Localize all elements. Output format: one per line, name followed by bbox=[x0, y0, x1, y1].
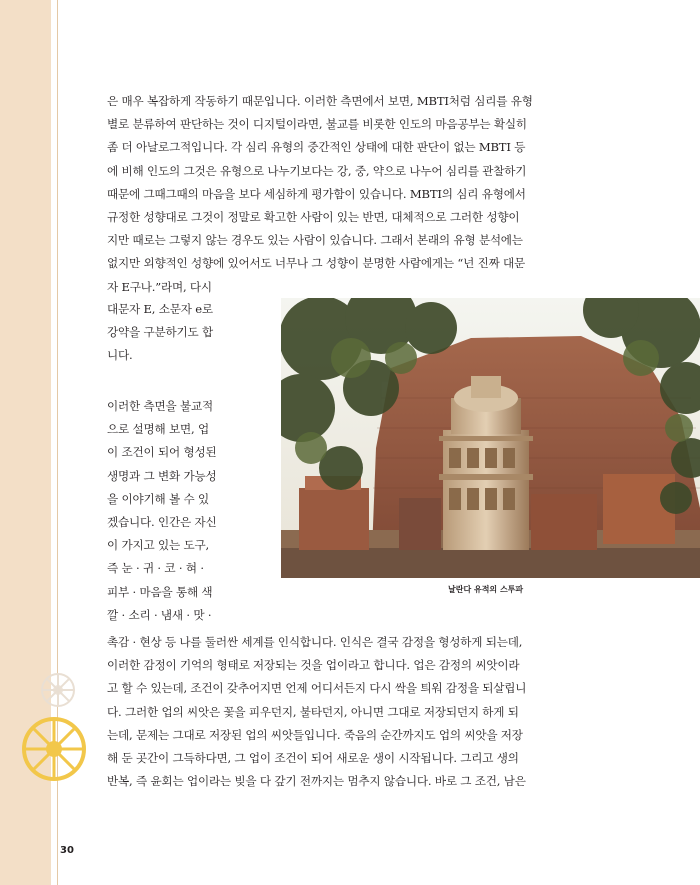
text-line: 지만 때로는 그렇지 않는 경우도 있는 사람이 있습니다. 그래서 본래의 유형 분석에는 bbox=[107, 233, 523, 248]
dharma-wheel-small-icon bbox=[40, 672, 76, 708]
text-line: 깔 · 소리 · 냄새 · 맛 · bbox=[107, 607, 212, 622]
text-line: 으로 설명해 보면, 업 bbox=[107, 422, 209, 437]
bottom-paragraph bbox=[107, 631, 583, 793]
text-line: 이 조건이 되어 형성된 bbox=[107, 445, 217, 460]
left-column-paragraph-continuation bbox=[107, 298, 263, 368]
top-paragraph bbox=[107, 90, 583, 299]
text-line: 을 이야기해 볼 수 있 bbox=[107, 491, 209, 506]
text-line: 없지만 외향적인 성향에 있어서도 너무나 그 성향이 분명한 사람에게는 “넌 진짜 대문 bbox=[107, 256, 526, 271]
page-number: 30 bbox=[60, 845, 74, 856]
dharma-wheel-large-icon bbox=[20, 715, 88, 783]
text-line: 이 가지고 있는 도구, bbox=[107, 538, 209, 553]
text-line: 즉 눈 · 귀 · 코 · 혀 · bbox=[107, 561, 204, 576]
text-line: 겠습니다. 인간은 자신 bbox=[107, 515, 217, 530]
text-line: 자 E구나.”라며, 다시 bbox=[107, 279, 212, 294]
stupa-illustration bbox=[281, 298, 700, 578]
text-line: 생명과 그 변화 가능성 bbox=[107, 468, 217, 483]
text-line: 좀 더 아날로그적입니다. 각 심리 유형의 중간적인 상태에 대한 판단이 없는 MBTI 등 bbox=[107, 140, 526, 155]
text-line: 피부 · 마음을 통해 색 bbox=[107, 584, 213, 599]
text-line: 이러한 측면을 불교적 bbox=[107, 399, 213, 413]
text-line: 다. 그러한 업의 씨앗은 꽃을 피우던지, 불타던지, 아니면 그대로 저장되던지 하게 되 bbox=[107, 704, 519, 719]
text-line: 대문자 E, 소문자 e로 bbox=[107, 302, 213, 316]
text-line: 규정한 성향대로 그것이 정말로 확고한 사람이 있는 반면, 대체적으로 그러한 성향이 bbox=[107, 210, 520, 225]
text-line: 고 할 수 있는데, 조건이 갖추어지면 언제 어디서든지 다시 싹을 틔워 감정을 되살립니 bbox=[107, 681, 527, 696]
text-line: 강약을 구분하기도 합 bbox=[107, 325, 213, 340]
text-line: 때문에 그때그때의 마음을 보다 세심하게 평가함이 있습니다. MBTI의 심리 유형에서 bbox=[107, 186, 526, 201]
stupa-photo bbox=[281, 298, 700, 578]
text-line: 촉감 · 현상 등 나를 둘러싼 세계를 인식합니다. 인식은 결국 감정을 형성하게 되는데, bbox=[107, 635, 523, 649]
text-line: 별로 분류하여 판단하는 것이 디지털이라면, 불교를 비롯한 인도의 마음공부는 확실히 bbox=[107, 117, 527, 132]
text-line: 는데, 문제는 그대로 저장된 업의 씨앗들입니다. 죽음의 순간까지도 업의 씨앗을 저장 bbox=[107, 727, 523, 742]
text-line: 이러한 감정이 기억의 형태로 저장되는 것을 업이라고 합니다. 업은 감정의 씨앗이라 bbox=[107, 658, 520, 673]
text-line: 니다. bbox=[107, 348, 133, 363]
text-line: 해 둔 곳간이 그득하다면, 그 업이 조건이 되어 새로운 생이 시작됩니다. 그리고 생의 bbox=[107, 751, 519, 766]
text-line: 반복, 즉 윤회는 업이라는 빚을 다 갚기 전까지는 멈추지 않습니다. 바로 그 조건, 남은 bbox=[107, 774, 526, 789]
text-line: 은 매우 복잡하게 작동하기 때문입니다. 이러한 측면에서 보면, MBTI처럼 심리를 유형 bbox=[107, 94, 533, 108]
text-line: 에 비해 인도의 그것은 유형으로 나누기보다는 강, 중, 약으로 나누어 심리를 관찰하기 bbox=[107, 163, 527, 178]
photo-caption: 날란다 유적의 스투파 bbox=[448, 585, 524, 594]
left-column-paragraph bbox=[107, 395, 263, 627]
